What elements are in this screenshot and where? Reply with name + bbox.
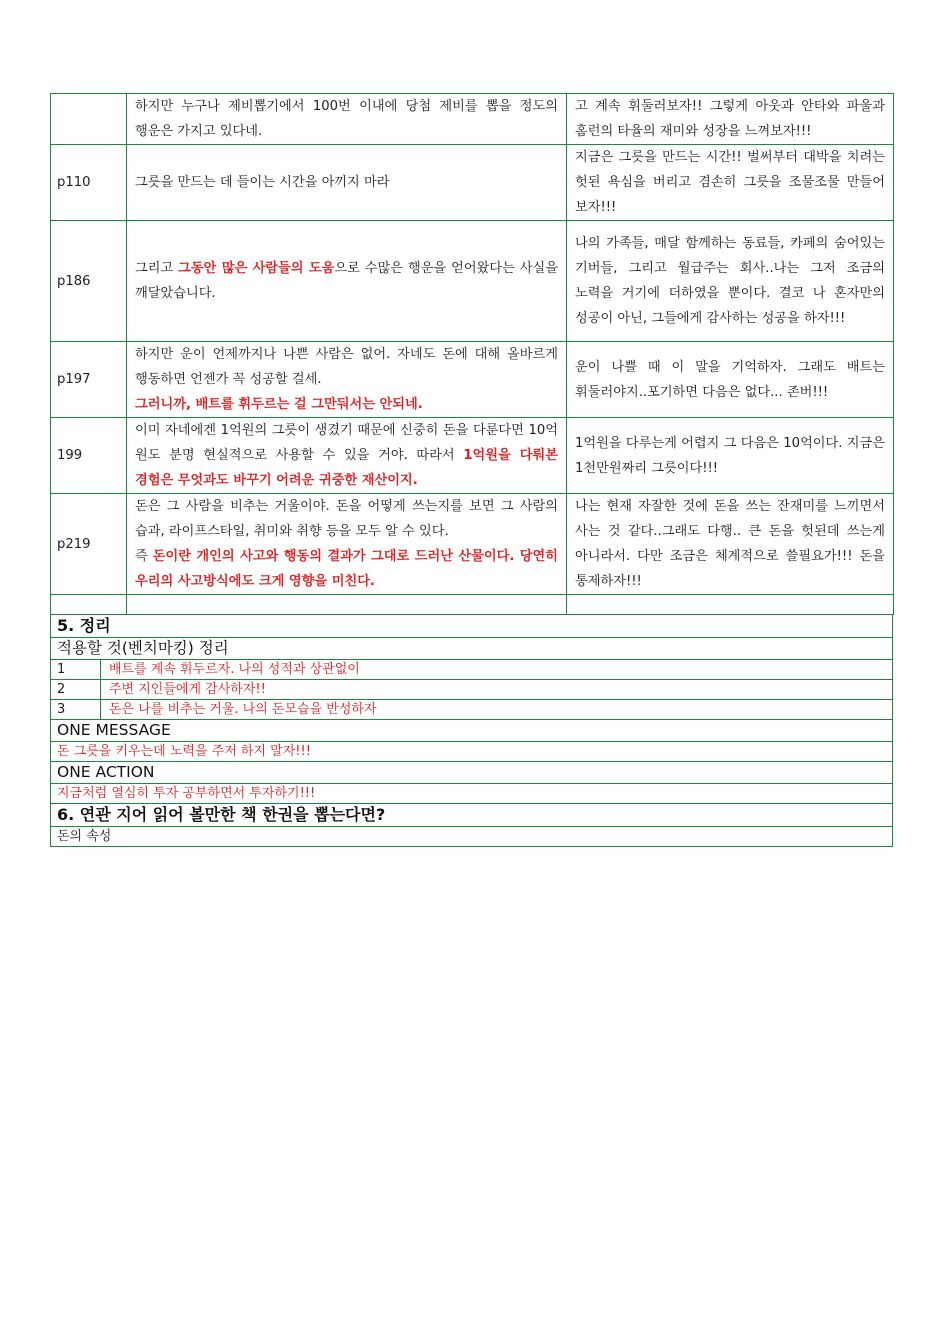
note-cell: 지금은 그릇을 만드는 시간!! 벌써부터 대박을 치려는 헛된 욕심을 버리고 겸손히 그릇을 조물조물 만들어 보자!!!	[567, 145, 894, 221]
quote-text: 즉	[135, 549, 153, 564]
table-row	[51, 94, 894, 145]
quote-table	[50, 93, 894, 615]
item-number: 2	[51, 680, 101, 699]
item-text: 주변 지인들에게 감사하자!!	[109, 682, 266, 697]
page-cell	[51, 94, 127, 145]
quote-text: 으로 수많은 행운을 얻어왔다는 사실을 깨달았습니다.	[135, 261, 558, 301]
quote-cell	[127, 418, 567, 494]
quote-text: 하지만 운이 언제까지나 나쁜 사람은 없어. 자네도 돈에 대해 올바르게 행동하면 언젠가 꼭 성공할 걸세.	[135, 347, 558, 387]
quote-highlight: 그러니까, 배트를 휘두르는 걸 그만둬서는 안되네.	[135, 397, 423, 412]
note-cell: 나는 현재 자잘한 것에 돈을 쓰는 잔재미를 느끼면서 사는 것 같다..그래도 다행.. 큰 돈을 헛된데 쓰는게 아니라서. 다만 조금은 체계적으로 쓸필요가!!! 돈을 통제하자!!!	[567, 494, 894, 595]
one-action-text: 지금처럼 열심히 투자 공부하면서 투자하기!!!	[50, 784, 893, 804]
quote-cell: 하지만 누구나 제비뽑기에서 100번 이내에 당첨 제비를 뽑을 정도의 행운은 가지고 있다네.	[127, 94, 567, 145]
note-cell: 1억원을 다루는게 어렵지 그 다음은 10억이다. 지금은 1천만원짜리 그릇이다!!!	[567, 418, 894, 494]
page-cell: p197	[51, 342, 127, 418]
list-item	[50, 660, 893, 680]
page-cell: 199	[51, 418, 127, 494]
quote-cell	[127, 342, 567, 418]
one-message-text: 돈 그릇을 키우는데 노력을 주저 하지 말자!!!	[50, 742, 893, 762]
item-number: 3	[51, 700, 101, 719]
quote-cell	[127, 494, 567, 595]
one-action-heading: ONE ACTION	[50, 762, 893, 784]
page-cell: p186	[51, 221, 127, 342]
item-text: 돈은 나를 비추는 거울. 나의 돈모습을 반성하자	[109, 702, 377, 717]
item-text: 배트를 계속 휘두르자. 나의 성적과 상관없이	[109, 662, 360, 677]
quote-text: 돈은 그 사람을 비추는 거울이야. 돈을 어떻게 쓰는지를 보면 그 사람의 습과, 라이프스타일, 취미와 취향 등을 모두 알 수 있다.	[135, 499, 558, 539]
table-row	[51, 145, 894, 221]
list-item	[50, 680, 893, 700]
apply-heading: 적용할 것(벤치마킹) 정리	[50, 638, 893, 660]
quote-cell: 그릇을 만드는 데 들이는 시간을 아끼지 마라	[127, 145, 567, 221]
note-cell: 운이 나쁠 때 이 말을 기억하자. 그래도 배트는 휘둘러야지..포기하면 다음은 없다... 존버!!!	[567, 342, 894, 418]
quote-cell	[127, 221, 567, 342]
quote-text: 그리고	[135, 261, 179, 276]
table-row-empty	[51, 595, 894, 615]
quote-text: 이미 자네에겐 1억원의 그릇이 생겼기 때문에 신중히 돈을 다룬다면 10억 원도 분명 현실적으로 사용할 수 있을 거야. 따라서	[135, 423, 558, 463]
empty-cell	[51, 595, 127, 615]
one-message-heading: ONE MESSAGE	[50, 720, 893, 742]
related-book-title: 돈의 속성	[50, 827, 893, 847]
empty-cell	[127, 595, 567, 615]
table-row	[51, 342, 894, 418]
related-book-heading: 6. 연관 지어 읽어 볼만한 책 한권을 뽑는다면?	[50, 804, 893, 827]
table-row	[51, 418, 894, 494]
summary-heading: 5. 정리	[50, 615, 893, 638]
page-cell: p219	[51, 494, 127, 595]
list-item	[50, 700, 893, 720]
page-cell: p110	[51, 145, 127, 221]
quote-highlight: 1억원을 다뤄본 경험은 무엇과도 바꾸기 어려운 귀중한 재산이지.	[135, 448, 559, 488]
table-row	[51, 494, 894, 595]
page-content	[50, 93, 893, 847]
note-cell: 나의 가족들, 매달 함께하는 동료들, 카페의 숨어있는 기버들, 그리고 월급주는 회사..나는 그저 조금의 노력을 거기에 더하였을 뿐이다. 결코 나 혼자만의 성공이 아닌, 그들에게 감사하는 성공을 하자!!!	[567, 221, 894, 342]
item-number: 1	[51, 660, 101, 679]
table-row	[51, 221, 894, 342]
empty-cell	[567, 595, 894, 615]
note-cell: 고 계속 휘둘러보자!! 그렇게 아웃과 안타와 파울과 홈런의 타율의 재미와 성장을 느껴보자!!!	[567, 94, 894, 145]
quote-highlight: 그동안 많은 사람들의 도움	[178, 261, 335, 276]
quote-highlight: 돈이란 개인의 사고와 행동의 결과가 그대로 드러난 산물이다. 당연히 우리의 사고방식에도 크게 영향을 미친다.	[135, 549, 558, 589]
